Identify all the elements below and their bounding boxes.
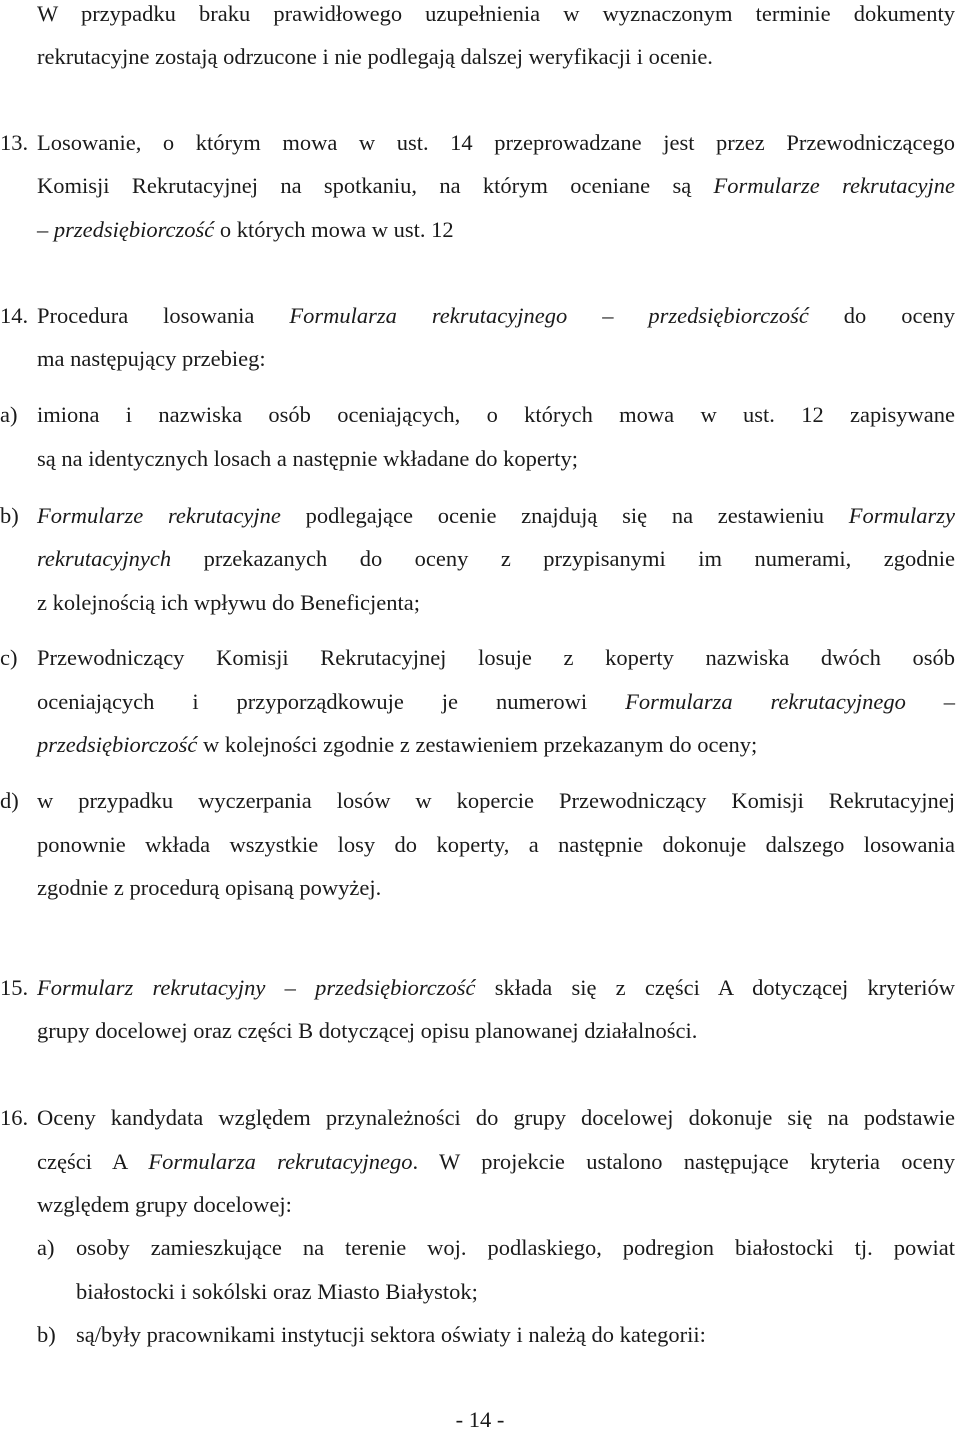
list-marker-16a: a) [37,1235,55,1260]
list-marker-16b: b) [37,1322,56,1347]
item14d-line-1: w przypadku wyczerpania losów w kopercie Przewodniczący Komisji Rekrutacyjnej [37,788,955,813]
p16-line-2: części A Formularza rekrutacyjnego. W projekcie ustalono następujące kryteria oceny [37,1149,955,1174]
p16-line-1: Oceny kandydata względem przynależności do grupy docelowej dokonuje się na podstawie [37,1105,955,1130]
item14b-line-3: z kolejnością ich wpływu do Beneficjenta; [37,590,421,615]
item-number-15: 15. [0,975,29,1000]
item14c-line-1: Przewodniczący Komisji Rekrutacyjnej losuje z koperty nazwiska dwóch osób [37,645,955,670]
p16-line-3: względem grupy docelowej: [37,1192,292,1217]
list-marker-d: d) [0,788,19,813]
item16a-line-2: białostocki i sokólski oraz Miasto Białystok; [76,1279,478,1304]
item14b-line-2: rekrutacyjnych przekazanych do oceny z przypisanymi im numerami, zgodnie [37,546,955,571]
p14-line-1: Procedura losowania Formularza rekrutacyjnego – przedsiębiorczość do oceny [37,303,955,328]
p13-line-3: – przedsiębiorczość o których mowa w ust. 12 [37,217,454,242]
p15-line-2: grupy docelowej oraz części B dotyczącej opisu planowanej działalności. [37,1018,698,1043]
p13-line-1: Losowanie, o którym mowa w ust. 14 przeprowadzane jest przez Przewodniczącego [37,130,955,155]
item16b-line-1: są/były pracownikami instytucji sektora oświaty i należą do kategorii: [76,1322,706,1347]
item-number-16: 16. [0,1105,29,1130]
item16a-line-1: osoby zamieszkujące na terenie woj. podlaskiego, podregion białostocki tj. powiat [76,1235,955,1260]
intro-line-2: rekrutacyjne zostają odrzucone i nie podlegają dalszej weryfikacji i ocenie. [37,44,713,69]
p13-line-2: Komisji Rekrutacyjnej na spotkaniu, na którym oceniane są Formularze rekrutacyjne [37,173,955,198]
list-marker-c: c) [0,645,18,670]
intro-line-1: W przypadku braku prawidłowego uzupełnienia w wyznaczonym terminie dokumenty [37,1,955,26]
item14d-line-3: zgodnie z procedurą opisaną powyżej. [37,875,382,900]
p14-line-2: ma następujący przebieg: [37,346,266,371]
item-number-13: 13. [0,130,29,155]
item-number-14: 14. [0,303,29,328]
page-number: - 14 - [455,1407,505,1432]
item14a-line-2: są na identycznych losach a następnie wkładane do koperty; [37,446,579,471]
list-marker-a: a) [0,402,18,427]
item14c-line-3: przedsiębiorczość w kolejności zgodnie z zestawieniem przekazanym do oceny; [37,732,758,757]
p15-line-1: Formularz rekrutacyjny – przedsiębiorczość składa się z części A dotyczącej kryteriów [37,975,956,1000]
item14b-line-1: Formularze rekrutacyjne podlegające ocenie znajdują się na zestawieniu Formularzy [37,503,955,528]
item14a-line-1: imiona i nazwiska osób oceniających, o których mowa w ust. 12 zapisywane [37,402,955,427]
list-marker-b: b) [0,503,19,528]
item14d-line-2: ponownie wkłada wszystkie losy do koperty, a następnie dokonuje dalszego losowania [37,832,955,857]
item14c-line-2: oceniających i przyporządkowuje je numerowi Formularza rekrutacyjnego – [37,689,956,714]
